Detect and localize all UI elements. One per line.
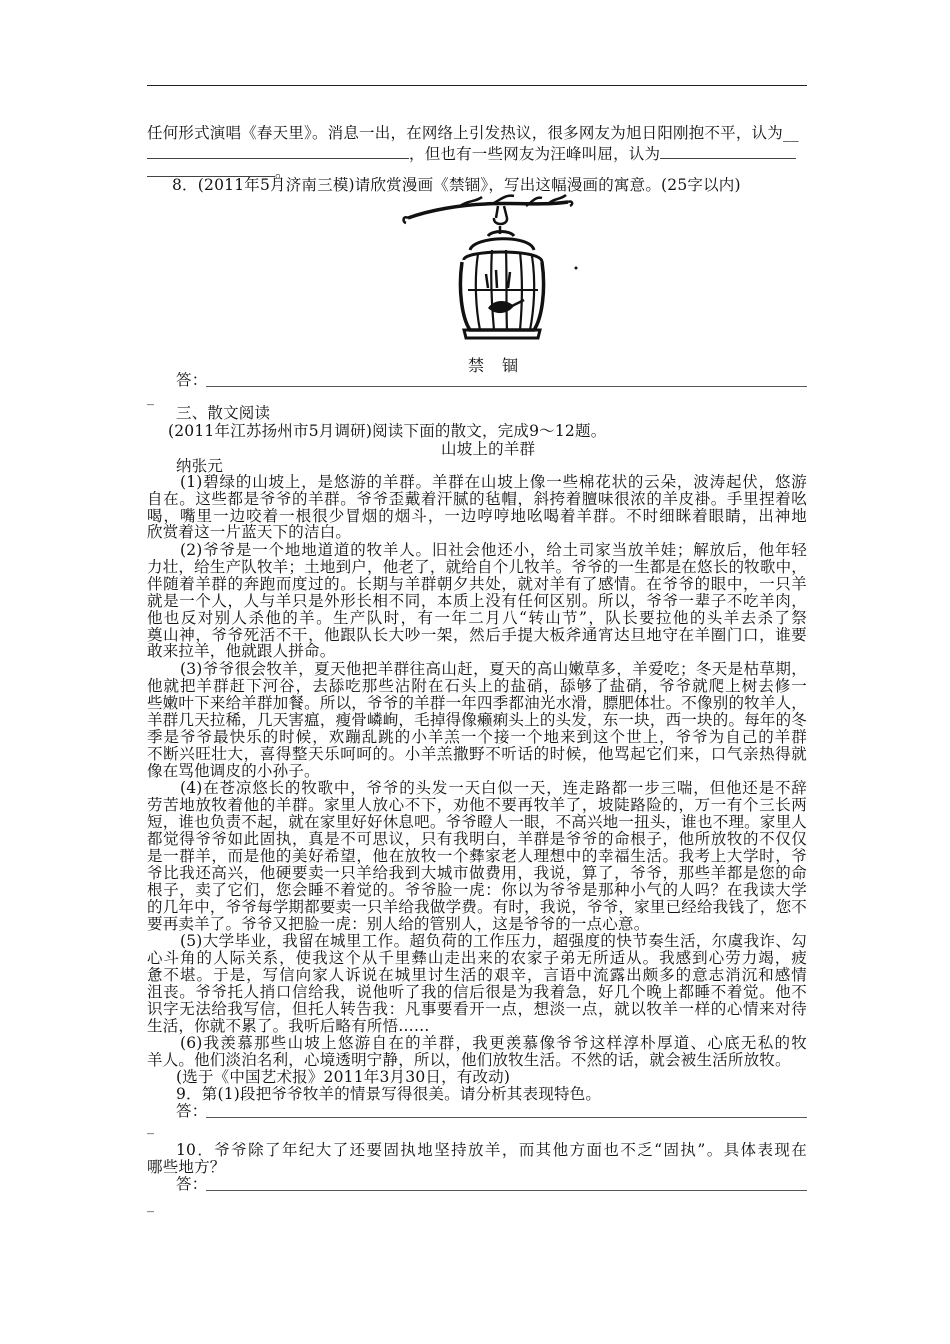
essay-source: (选于《中国艺术报》2011年3月30日，有改动) bbox=[176, 1068, 511, 1086]
essay-line: 不断兴旺壮大，喜得整天乐呵呵的。小羊羔撒野不听话的时候，他骂起它们来，口气亲热得就 bbox=[147, 745, 807, 763]
cartoon-caption: 禁锢 bbox=[468, 356, 537, 375]
essay-line: (2)爷爷是一个地地道道的牧羊人。旧社会他还小，给土司家当放羊娃；解放后，他年轻 bbox=[180, 541, 807, 559]
essay-line: (4)在苍凉悠长的牧歌中，爷爷的头发一天白似一天，连走路都一步三喘，但他还是不辞 bbox=[180, 779, 807, 797]
top-rule bbox=[147, 85, 807, 86]
essay-line: 短，谁也负责不起，就在家里好好休息吧。爷爷瞪人一眼，不高兴地一扭头，谁也不理。家里人 bbox=[147, 813, 807, 831]
essay-line: 自在。这些都是爷爷的羊群。爷爷歪戴着汗腻的毡帽，斜挎着膻味很浓的羊皮褂。手里捏着吆 bbox=[147, 490, 807, 508]
essay-title: 山坡上的羊群 bbox=[441, 440, 536, 458]
q10-dash: _ bbox=[147, 1197, 154, 1213]
essay-line: 些嫩叶下来给羊群加餐。所以，爷爷的羊群一年四季都油光水滑，膘肥体壮。不像别的牧羊人， bbox=[147, 694, 807, 712]
essay-line: 惫不堪。于是，写信向家人诉说在城里讨生活的艰辛，言语中流露出颇多的意志消沉和感情 bbox=[147, 966, 807, 984]
q10-prompt-line-2: 哪些地方？ bbox=[147, 1158, 226, 1176]
q10-answer-label: 答： bbox=[176, 1175, 208, 1193]
essay-line: 识字无法给我写信，但托人转告我：凡事要看开一点，想淡一点，就以牧羊一样的心情来对待 bbox=[147, 1000, 807, 1018]
essay-line: (6)我羡慕那些山坡上悠游自在的羊群，我更羡慕像爷爷这样淳朴厚道、心底无私的牧 bbox=[180, 1034, 807, 1052]
q7-continuation-line-1: 任何形式演唱《春天里》。消息一出，在网络上引发热议，很多网友为旭日阳刚抱不平，认为__ bbox=[147, 124, 799, 142]
q7-continuation-mid: ，但也有一些网友为汪峰叫屈，认为 bbox=[409, 145, 661, 163]
essay-line: 根子，卖了它们，您会睡不着觉的。爷爷脸一虎：你以为爷爷是那种小气的人吗？在我读大学 bbox=[147, 881, 807, 899]
essay-line: 欣赏着这一片蓝天下的洁白。 bbox=[147, 523, 352, 541]
essay-line: 劳苦地放牧着他的羊群。家里人放心不下，劝他不要再牧羊了，坡陡路险的，万一有个三长两 bbox=[147, 796, 807, 814]
essay-line: 就是一个人，人与羊只是外形长相不同，本质上没有任何区别。所以，爷爷一辈子不吃羊肉， bbox=[147, 592, 807, 610]
section-3-heading: 三、散文阅读 bbox=[176, 404, 271, 422]
essay-line: 他就把羊群赶下河谷，去舔吃那些沾附在石头上的盐硝，舔够了盐硝，爷爷就爬上树去修一 bbox=[147, 677, 807, 695]
q8-dash: _ bbox=[147, 390, 154, 406]
essay-line: 他也反对别人杀他的羊。生产队时，有一年二月八“转山节”，队长要拉他的头羊去杀了祭 bbox=[147, 609, 807, 627]
answer-blank[interactable] bbox=[147, 144, 409, 159]
q8-answer-label: 答： bbox=[176, 371, 208, 389]
q8-answer-line[interactable] bbox=[206, 386, 807, 387]
q7-end-mark: 。 bbox=[275, 163, 291, 181]
essay-line: 敢来拉羊，他就跟人拼命。 bbox=[147, 642, 336, 660]
essay-line: 像在骂他调皮的小孙子。 bbox=[147, 762, 320, 780]
essay-line: 的几年中，爷爷每学期都要卖一只羊给我做学费。有时，我说，爷爷，家里已经给我钱了，您不 bbox=[147, 898, 807, 916]
essay-line: 要再卖羊了。爷爷又把脸一虎：别人给的管别人，这是爷爷的一点心意。 bbox=[147, 915, 650, 933]
essay-line: 心斗角的人际关系，使我这个从千里彝山走出来的农家子弟无所适从。我感到心劳力竭，疲 bbox=[147, 949, 807, 967]
essay-line: 是一群羊，而是他的美好希望，他在放牧一个彝家老人理想中的幸福生活。我考上大学时，爷 bbox=[147, 847, 807, 865]
q7-continuation-line-2 bbox=[147, 144, 807, 163]
q9-answer-label: 答： bbox=[176, 1102, 208, 1120]
essay-line: (5)大学毕业，我留在城里工作。超负荷的工作压力，超强度的快节奏生活，尔虞我诈、勾 bbox=[180, 932, 807, 950]
essay-line: 羊群几天拉稀，几天害瘟，瘦骨嶙峋，毛掉得像癞痢头上的头发，东一块，西一块的。每年的冬 bbox=[147, 711, 807, 729]
section-3-intro: (2011年江苏扬州市5月调研)阅读下面的散文，完成9～12题。 bbox=[168, 422, 607, 440]
essay-line: 季是爷爷最快乐的时候，欢蹦乱跳的小羊羔一个接一个地来到这个世上，爷爷为自己的羊群 bbox=[147, 728, 807, 746]
q9-answer-line[interactable] bbox=[206, 1117, 807, 1118]
q8-prompt: 8．(2011年5月济南三模)请欣赏漫画《禁锢》，写出这幅漫画的寓意。(25字以内) bbox=[172, 176, 741, 194]
q9-dash: _ bbox=[147, 1119, 154, 1135]
essay-line: 喝，嘴里一边咬着一根很少冒烟的烟斗，一边哼哼地吆喝着羊群。不时细眯着眼睛，出神地 bbox=[147, 507, 807, 525]
essay-line: 羊人。他们淡泊名利，心境透明宁静，所以，他们放牧生活。不然的话，就会被生活所放牧。 bbox=[147, 1051, 791, 1069]
cartoon-birdcage-image bbox=[400, 190, 580, 350]
essay-line: 力壮，给生产队牧羊；土地到户，他老了，就给自个儿牧羊。爷爷的一生都是在悠长的牧歌中， bbox=[147, 558, 807, 576]
essay-author: 纳张元 bbox=[176, 457, 224, 475]
q10-answer-line[interactable] bbox=[206, 1190, 807, 1191]
essay-line: 都觉得爷爷如此固执，真是不可思议，只有我明白，羊群是爷爷的命根子，他所放牧的不仅仅 bbox=[147, 830, 807, 848]
q9-prompt: 9．第(1)段把爷爷牧羊的情景写得很美。请分析其表现特色。 bbox=[176, 1085, 602, 1103]
essay-line: (3)爷爷很会牧羊，夏天他把羊群往高山赶，夏天的高山嫩草多，羊爱吃；冬天是枯草期， bbox=[180, 660, 807, 678]
essay-line: 奠山神，爷爷死活不干，他跟队长大吵一架，然后手提大板斧通宵达旦地守在羊圈门口，谁要 bbox=[147, 626, 807, 644]
essay-line: 沮丧。爷爷托人捎口信给我，说他听了我的信后很是为我着急，好几个晚上都睡不着觉。他不 bbox=[147, 983, 807, 1001]
essay-line: (1)碧绿的山坡上，是悠游的羊群。羊群在山坡上像一些棉花状的云朵，波涛起伏，悠游 bbox=[180, 473, 807, 491]
q10-prompt-line-1: 10．爷爷除了年纪大了还要固执地坚持放羊，而其他方面也不乏“固执”。具体表现在 bbox=[176, 1141, 807, 1159]
answer-blank[interactable] bbox=[147, 162, 275, 177]
essay-line: 伴随着羊群的奔跑而度过的。长期与羊群朝夕共处，就对羊有了感情。在爷爷的眼中，一只羊 bbox=[147, 575, 807, 593]
answer-blank[interactable] bbox=[660, 144, 796, 159]
essay-line: 生活，你就不累了。我听后略有所悟…… bbox=[147, 1017, 430, 1035]
essay-line: 爷比我还高兴，他硬要卖一只羊给我到大城市做费用，我说，算了，爷爷，那些羊都是您的命 bbox=[147, 864, 807, 882]
